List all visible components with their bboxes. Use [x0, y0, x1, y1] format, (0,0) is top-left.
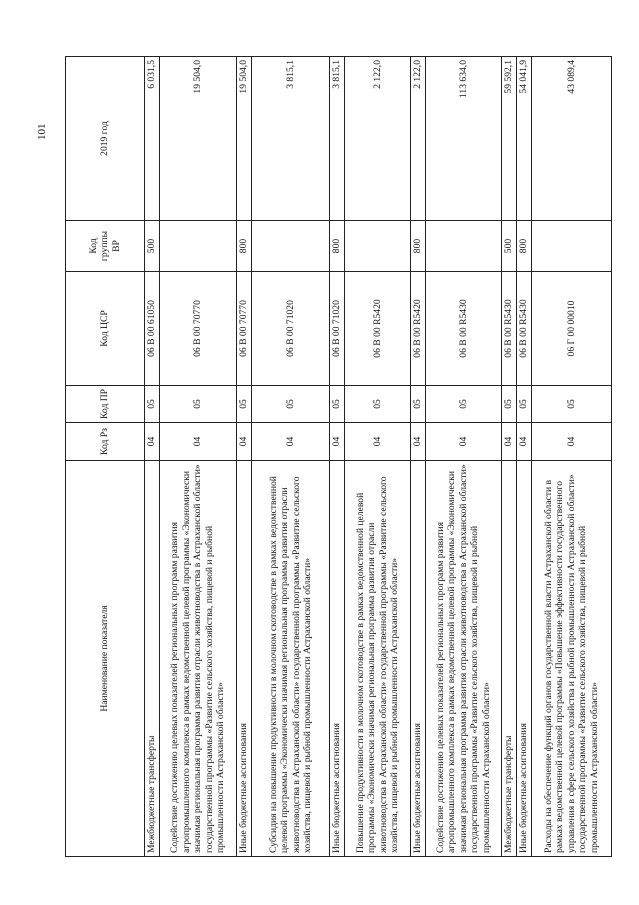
- row-pr: 05: [145, 386, 160, 423]
- row-pr: 05: [160, 386, 237, 423]
- row-vr: 500: [145, 221, 160, 272]
- row-pr: 05: [426, 386, 502, 423]
- header-csr: Код ЦСР: [66, 272, 145, 386]
- row-vr: [252, 221, 330, 272]
- row-csr: 06 В 00 71020: [330, 272, 345, 386]
- row-csr: 06 В 00 R5420: [411, 272, 426, 386]
- row-value: 19 504,0: [237, 57, 252, 221]
- row-vr: [345, 221, 411, 272]
- row-pr: 05: [517, 386, 532, 423]
- row-rz: 04: [345, 423, 411, 461]
- row-name: Субсидия на повышение продуктивности в молочном скотоводстве в рамках ведомственной целевой программы «Экономически значимая региональная программа развития отрасли животноводства в Астраханской области» государственной программы «Развитие сельского хозяйства, пищевой и рыбной промышленности Астраханской области»: [252, 461, 330, 857]
- header-vr: Код группы ВР: [66, 221, 145, 272]
- row-rz: 04: [517, 423, 532, 461]
- row-pr: 05: [345, 386, 411, 423]
- row-pr: 05: [237, 386, 252, 423]
- row-csr: 06 Г 00 00010: [532, 272, 612, 386]
- row-value: 113 634,0: [426, 57, 502, 221]
- row-csr: 06 В 00 R5430: [517, 272, 532, 386]
- row-name: Содействие достижению целевых показателей региональных программ развития агропромышленного комплекса в рамках ведомственной целевой программы «Экономически значимая региональная программа развития отрасли животноводства в Астраханской области» государственной программы «Развитие сельского хозяйства, пищевой и рыбной промышленности Астраханской области»: [426, 461, 502, 857]
- row-rz: 04: [426, 423, 502, 461]
- table-row: [502, 57, 517, 857]
- row-csr: 06 В 00 61050: [145, 272, 160, 386]
- row-value: 3 815,1: [330, 57, 345, 221]
- header-name: Наименование показателя: [66, 461, 145, 857]
- row-rz: 04: [330, 423, 345, 461]
- row-csr: 06 В 00 71020: [252, 272, 330, 386]
- row-csr: 06 В 00 R5430: [426, 272, 502, 386]
- row-pr: 05: [411, 386, 426, 423]
- row-name: Иные бюджетные ассигнования: [411, 461, 426, 857]
- row-value: 2 122,0: [411, 57, 426, 221]
- row-pr: 05: [252, 386, 330, 423]
- row-rz: 04: [532, 423, 612, 461]
- header-pr: Код ПР: [66, 386, 145, 423]
- row-name: Межбюджетные трансферты: [145, 461, 160, 857]
- budget-table: [65, 56, 612, 857]
- table-header-row: [66, 57, 145, 857]
- row-rz: 04: [145, 423, 160, 461]
- row-value: 2 122,0: [345, 57, 411, 221]
- row-rz: 04: [411, 423, 426, 461]
- row-pr: 05: [502, 386, 517, 423]
- table-row: [426, 57, 502, 857]
- row-csr: 06 В 00 70770: [160, 272, 237, 386]
- row-vr: 800: [411, 221, 426, 272]
- table-row: [252, 57, 330, 857]
- header-rz: Код Рз: [66, 423, 145, 461]
- row-name: Повышение продуктивности в молочном скотоводстве в рамках ведомственной целевой программы «Экономически значимая региональная программа развития отрасли животноводства в Астраханской области» государственной программы «Развитие сельского хозяйства, пищевой и рыбной промышленности Астраханской области»: [345, 461, 411, 857]
- row-name: Расходы на обеспечение функций органов государственной власти Астраханской области в рамках ведомственной целевой программы «Повышение эффективности государственного управления в сфере сельского хозяйства и рыбной промышленности Астраханской области» государственной программы «Развитие сельского хозяйства, пищевой и рыбной промышленности Астраханской области»: [532, 461, 612, 857]
- table-row: [145, 57, 160, 857]
- row-name: Иные бюджетные ассигнования: [330, 461, 345, 857]
- row-rz: 04: [502, 423, 517, 461]
- table-row: [517, 57, 532, 857]
- row-csr: 06 В 00 R5420: [345, 272, 411, 386]
- table-row: [160, 57, 237, 857]
- row-vr: [426, 221, 502, 272]
- row-rz: 04: [160, 423, 237, 461]
- row-vr: 800: [330, 221, 345, 272]
- row-pr: 05: [330, 386, 345, 423]
- row-rz: 04: [237, 423, 252, 461]
- row-name: Содействие достижению целевых показателей региональных программ развития агропромышленного комплекса в рамках ведомственной целевой программы «Экономически значимая региональная программа развития отрасли животноводства в Астраханской области» государственной программы «Развитие сельского хозяйства, пищевой и рыбной промышленности Астраханской области»: [160, 461, 237, 857]
- row-name: Иные бюджетные ассигнования: [517, 461, 532, 857]
- table-row: [237, 57, 252, 857]
- row-name: Иные бюджетные ассигнования: [237, 461, 252, 857]
- row-vr: [160, 221, 237, 272]
- row-vr: [532, 221, 612, 272]
- row-value: 19 504,0: [160, 57, 237, 221]
- row-value: 59 592,1: [502, 57, 517, 221]
- row-name: Межбюджетные трансферты: [502, 461, 517, 857]
- table-row: [330, 57, 345, 857]
- row-value: 54 041,9: [517, 57, 532, 221]
- row-value: 6 031,5: [145, 57, 160, 221]
- row-value: 3 815,1: [252, 57, 330, 221]
- table-row: [345, 57, 411, 857]
- row-value: 43 089,4: [532, 57, 612, 221]
- row-csr: 06 В 00 70770: [237, 272, 252, 386]
- table-row: [411, 57, 426, 857]
- row-pr: 05: [532, 386, 612, 423]
- row-vr: 500: [502, 221, 517, 272]
- row-vr: 800: [237, 221, 252, 272]
- table-row: [532, 57, 612, 857]
- row-rz: 04: [252, 423, 330, 461]
- page-number: 101: [36, 123, 48, 140]
- rotated-table-container: [65, 57, 600, 857]
- header-year: 2019 год: [66, 57, 145, 221]
- row-vr: 800: [517, 221, 532, 272]
- row-csr: 06 В 00 R5430: [502, 272, 517, 386]
